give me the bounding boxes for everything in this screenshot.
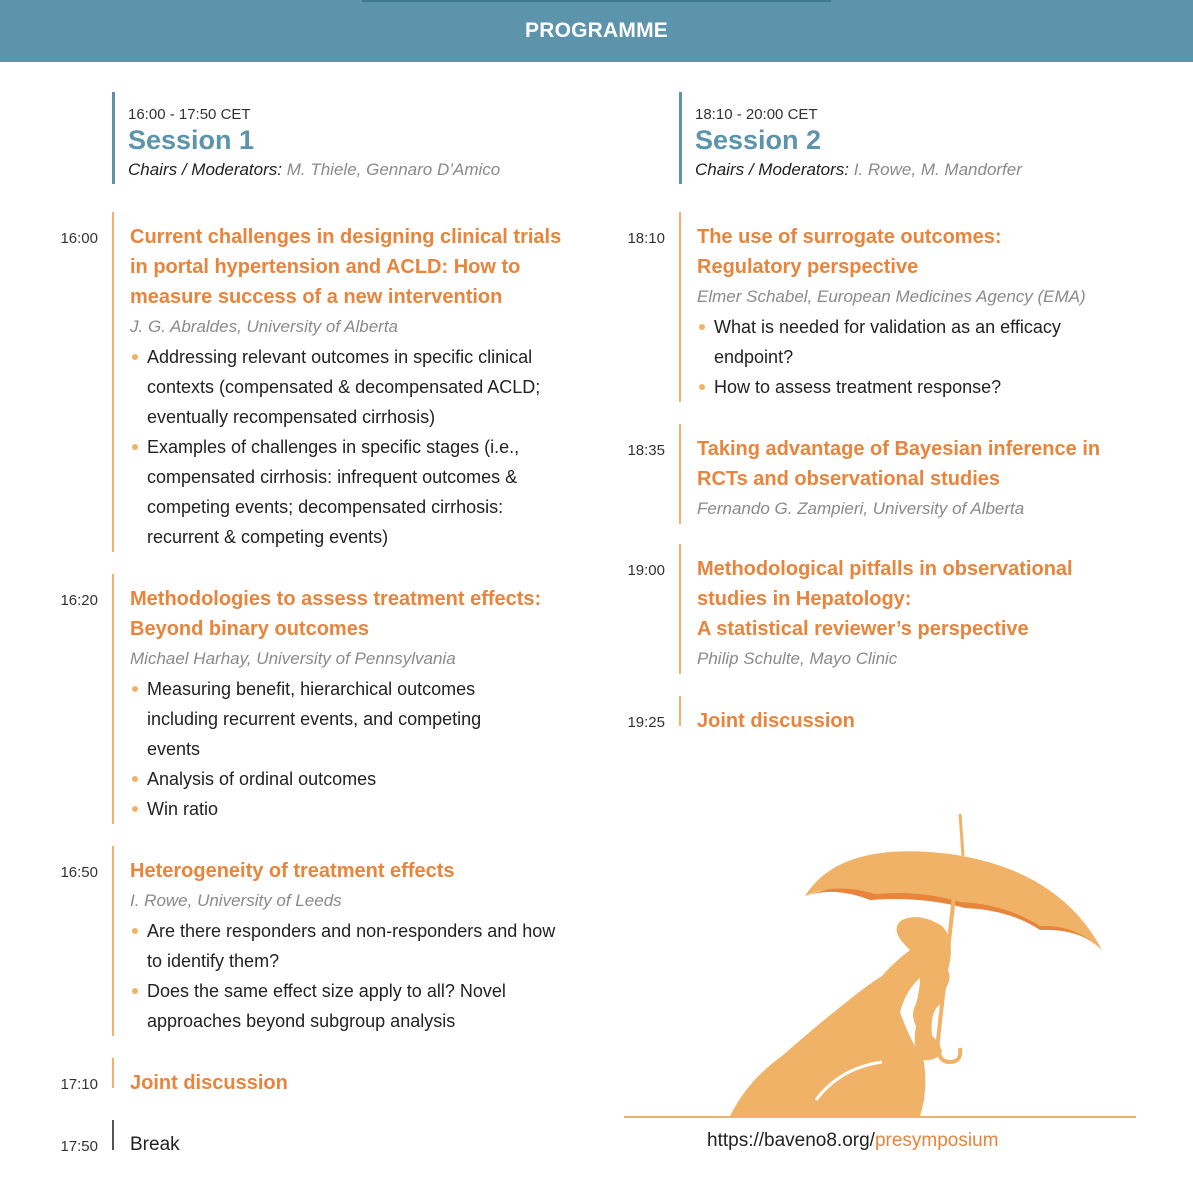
umbrella-tip — [960, 814, 963, 856]
item-content — [697, 554, 1137, 674]
item-content — [697, 222, 1107, 402]
item-time: 16:50 — [60, 864, 98, 881]
bullet-item: Win ratio — [130, 794, 530, 824]
bullet-item: How to assess treatment response? — [697, 372, 1107, 402]
item-title — [697, 706, 1137, 736]
item-content — [130, 856, 570, 1036]
programme-header — [0, 0, 1193, 62]
bullet-item: Does the same effect size apply to all? Novel approaches beyond subgroup analysis — [130, 976, 570, 1036]
ground-line — [624, 1116, 1136, 1118]
item-speaker: I. Rowe, University of Leeds — [130, 891, 342, 910]
item-title — [697, 554, 1137, 644]
title-line: Joint discussion — [697, 710, 855, 732]
item-bar — [679, 696, 681, 726]
item-speaker: Fernando G. Zampieri, University of Alberta — [697, 499, 1025, 518]
chairs-label: Chairs / Moderators: — [695, 160, 849, 179]
session-1-heading — [112, 92, 500, 184]
chairs-names: I. Rowe, M. Mandorfer — [853, 160, 1022, 179]
title-line: studies in Hepatology: — [697, 588, 912, 610]
crouching-person — [730, 917, 951, 1116]
header-top-line — [362, 0, 831, 2]
chairs-label: Chairs / Moderators: — [128, 160, 282, 179]
chairs-names: M. Thiele, Gennaro D’Amico — [286, 160, 501, 179]
item-time: 16:20 — [60, 592, 98, 609]
item-bar — [679, 424, 681, 524]
item-bar — [112, 1120, 114, 1150]
item-content — [130, 1068, 570, 1098]
item-bar — [112, 574, 114, 824]
item-title — [130, 1068, 570, 1098]
item-time: 19:25 — [627, 714, 665, 731]
item-time: 16:00 — [60, 230, 98, 247]
item-bar — [112, 212, 114, 552]
programme-title: PROGRAMME — [525, 19, 668, 42]
bullet-item: Are there responders and non-responders and how to identify them? — [130, 916, 570, 976]
session-1-chairs — [128, 156, 500, 184]
title-line: Methodologies to assess treatment effects: — [130, 588, 542, 610]
bullet-item: Measuring benefit, hierarchical outcomes including recurrent events, and competing events — [130, 674, 530, 764]
item-time: 18:35 — [627, 442, 665, 459]
bullet-item: Examples of challenges in specific stages (i.e., compensated cirrhosis: infrequent outcomes & competing events; decompensated cirrhosis: recurrent & competing events) — [130, 432, 570, 552]
url-base: https://baveno8.org/ — [707, 1130, 875, 1151]
bullet-list — [697, 312, 1107, 402]
item-time: 17:10 — [60, 1076, 98, 1093]
item-speaker: Elmer Schabel, European Medicines Agency (EMA) — [697, 287, 1086, 306]
break-label: Break — [130, 1134, 180, 1155]
session-2-chairs — [695, 156, 1022, 184]
title-line: in portal hypertension and ACLD: How to — [130, 256, 521, 278]
item-time: 17:50 — [60, 1138, 98, 1155]
umbrella-person-illustration — [620, 800, 1140, 1120]
bullet-list — [130, 342, 570, 552]
session-1-title: Session 1 — [128, 125, 255, 155]
title-line: measure success of a new intervention — [130, 286, 503, 308]
item-bar — [112, 846, 114, 1036]
item-content — [697, 434, 1137, 524]
item-content — [697, 706, 1137, 736]
title-line: Beyond binary outcomes — [130, 618, 369, 640]
bullet-item: Addressing relevant outcomes in specific clinical contexts (compensated & decompensated ACLD; eventually recompensated cirrhosis) — [130, 342, 570, 432]
item-speaker: Philip Schulte, Mayo Clinic — [697, 649, 898, 668]
item-content — [130, 222, 570, 552]
title-line: The use of surrogate outcomes: — [697, 226, 1002, 248]
item-title — [130, 222, 570, 312]
item-title — [697, 434, 1137, 494]
item-title — [130, 856, 570, 886]
item-title — [697, 222, 1107, 282]
session-2-heading — [679, 92, 1022, 184]
item-time: 19:00 — [627, 562, 665, 579]
item-speaker: Michael Harhay, University of Pennsylvania — [130, 649, 456, 668]
session-1-time: 16:00 - 17:50 CET — [128, 106, 251, 123]
title-line: Regulatory perspective — [697, 256, 919, 278]
session-2-time: 18:10 - 20:00 CET — [695, 106, 818, 123]
title-line: A statistical reviewer’s perspective — [697, 618, 1029, 640]
website-link[interactable] — [707, 1126, 999, 1156]
item-content — [130, 1130, 570, 1160]
title-line: Current challenges in designing clinical trials — [130, 226, 562, 248]
title-line: Heterogeneity of treatment effects — [130, 860, 455, 882]
session-2-title: Session 2 — [695, 125, 822, 155]
item-title — [130, 584, 542, 644]
item-bar — [679, 544, 681, 674]
bullet-list — [130, 674, 530, 824]
title-line: RCTs and observational studies — [697, 468, 1001, 490]
item-content — [130, 584, 542, 824]
item-bar — [679, 212, 681, 402]
title-line: Joint discussion — [130, 1072, 288, 1094]
bullet-item: What is needed for validation as an efficacy endpoint? — [697, 312, 1107, 372]
bullet-item: Analysis of ordinal outcomes — [130, 764, 530, 794]
item-bar — [112, 1058, 114, 1088]
item-speaker: J. G. Abraldes, University of Alberta — [130, 317, 399, 336]
item-time: 18:10 — [627, 230, 665, 247]
bullet-list — [130, 916, 570, 1036]
title-line: Taking advantage of Bayesian inference in — [697, 438, 1101, 460]
url-path: presymposium — [874, 1130, 999, 1151]
title-line: Methodological pitfalls in observational — [697, 558, 1073, 580]
